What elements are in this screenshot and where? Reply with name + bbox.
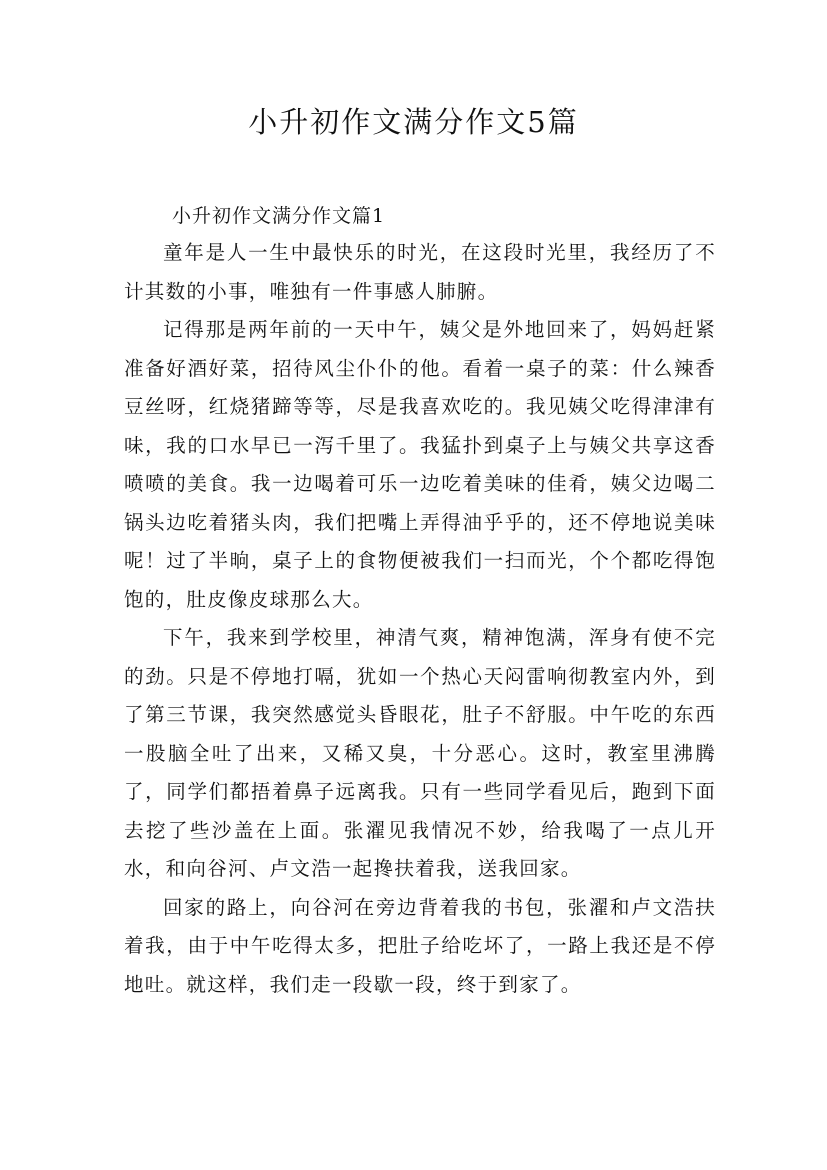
paragraph: 童年是人一生中最快乐的时光，在这段时光里，我经历了不计其数的小事，唯独有一件事感人肺腑。 (124, 241, 716, 303)
document-title: 小升初作文满分作文5篇 (248, 105, 579, 139)
document-body (124, 234, 716, 1004)
paragraph: 下午，我来到学校里，神清气爽，精神饱满，浑身有使不完的劲。只是不停地打嗝，犹如一个热心天闷雷响彻教室内外，到了第三节课，我突然感觉头昏眼花，肚子不舒服。中午吃的东西一股脑全吐了出来，又稀又臭，十分恶心。这时，教室里沸腾了，同学们都捂着鼻子远离我。只有一些同学看见后，跑到下面去挖了些沙盖在上面。张濯见我情况不妙，给我喝了一点儿开水，和向谷河、卢文浩一起搀扶着我，送我回家。 (124, 626, 716, 880)
section-heading: 小升初作文满分作文篇1 (172, 205, 386, 227)
paragraph: 回家的路上，向谷河在旁边背着我的书包，张濯和卢文浩扶着我，由于中午吃得太多，把肚子给吃坏了，一路上我还是不停地吐。就这样，我们走一段歇一段，终于到家了。 (124, 895, 716, 996)
paragraph: 记得那是两年前的一天中午，姨父是外地回来了，妈妈赶紧准备好酒好菜，招待风尘仆仆的他。看着一桌子的菜：什么辣香豆丝呀，红烧猪蹄等等，尽是我喜欢吃的。我见姨父吃得津津有味，我的口水早已一泻千里了。我猛扑到桌子上与姨父共享这香喷喷的美食。我一边喝着可乐一边吃着美味的佳肴，姨父边喝二锅头边吃着猪头肉，我们把嘴上弄得油乎乎的，还不停地说美味呢！过了半晌，桌子上的食物便被我们一扫而光，个个都吃得饱饱的，肚皮像皮球那么大。 (124, 318, 716, 611)
